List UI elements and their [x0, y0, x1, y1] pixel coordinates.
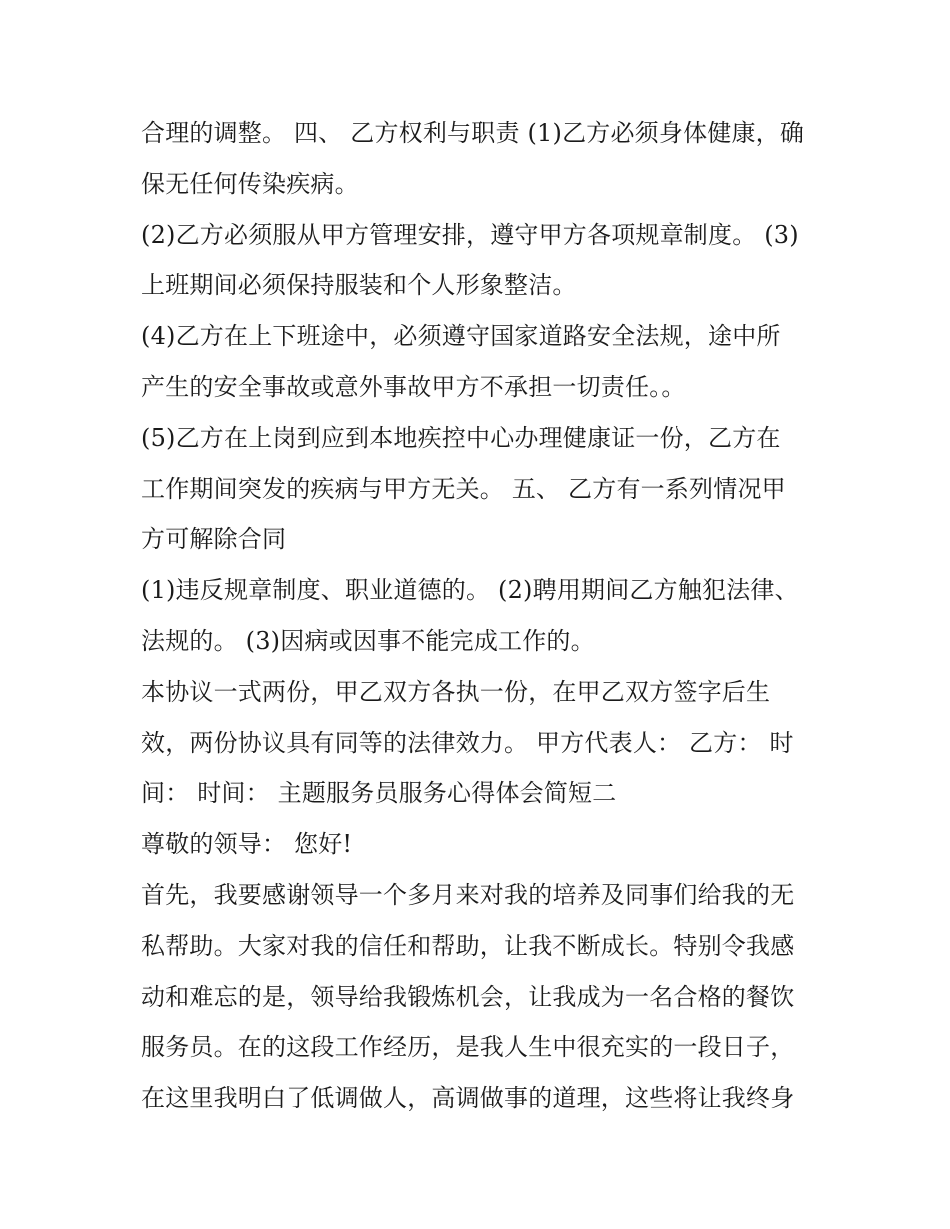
text-line: 产生的安全事故或意外事故甲方不承担一切责任。。 — [141, 372, 686, 401]
text-line: 本协议一式两份，甲乙双方各执一份，在甲乙双方签字后生 — [141, 677, 771, 706]
text-line: 上班期间必须保持服装和个人形象整洁。 — [141, 271, 577, 300]
text-line: 合理的调整。 四、 乙方权利与职责 (1)乙方必须身体健康，确 — [141, 119, 805, 147]
document-body — [141, 108, 821, 1124]
text-line: 方可解除合同 — [141, 525, 287, 554]
text-line: 保无任何传染疾病。 — [141, 169, 359, 198]
text-line: (4)乙方在上下班途中，必须遵守国家道路安全法规，途中所 — [141, 322, 781, 351]
text-line: 服务员。在的这段工作经历，是我人生中很充实的一段日子， — [141, 1033, 795, 1062]
text-line: 间： 时间： 主题服务员服务心得体会简短二 — [141, 779, 617, 808]
text-line: (2)乙方必须服从甲方管理安排，遵守甲方各项规章制度。 (3) — [141, 220, 799, 249]
text-line: 私帮助。大家对我的信任和帮助，让我不断成长。特别令我感 — [141, 931, 795, 960]
text-line: 效，两份协议具有同等的法律效力。 甲方代表人： 乙方： 时 — [141, 728, 794, 757]
text-line: (5)乙方在上岗到应到本地疾控中心办理健康证一份，乙方在 — [141, 423, 781, 452]
text-line: 动和难忘的是，领导给我锻炼机会，让我成为一名合格的餐饮 — [141, 982, 795, 1011]
text-line: 首先，我要感谢领导一个多月来对我的培养及同事们给我的无 — [141, 880, 795, 909]
text-line: (1)违反规章制度、职业道德的。 (2)聘用期间乙方触犯法律、 — [141, 576, 799, 605]
text-line: 法规的。 (3)因病或因事不能完成工作的。 — [141, 626, 595, 655]
text-line: 在这里我明白了低调做人，高调做事的道理，这些将让我终身 — [141, 1084, 795, 1113]
text-line: 工作期间突发的疾病与甲方无关。 五、 乙方有一系列情况甲 — [141, 474, 786, 503]
text-line: 尊敬的领导： 您好! — [141, 830, 353, 859]
